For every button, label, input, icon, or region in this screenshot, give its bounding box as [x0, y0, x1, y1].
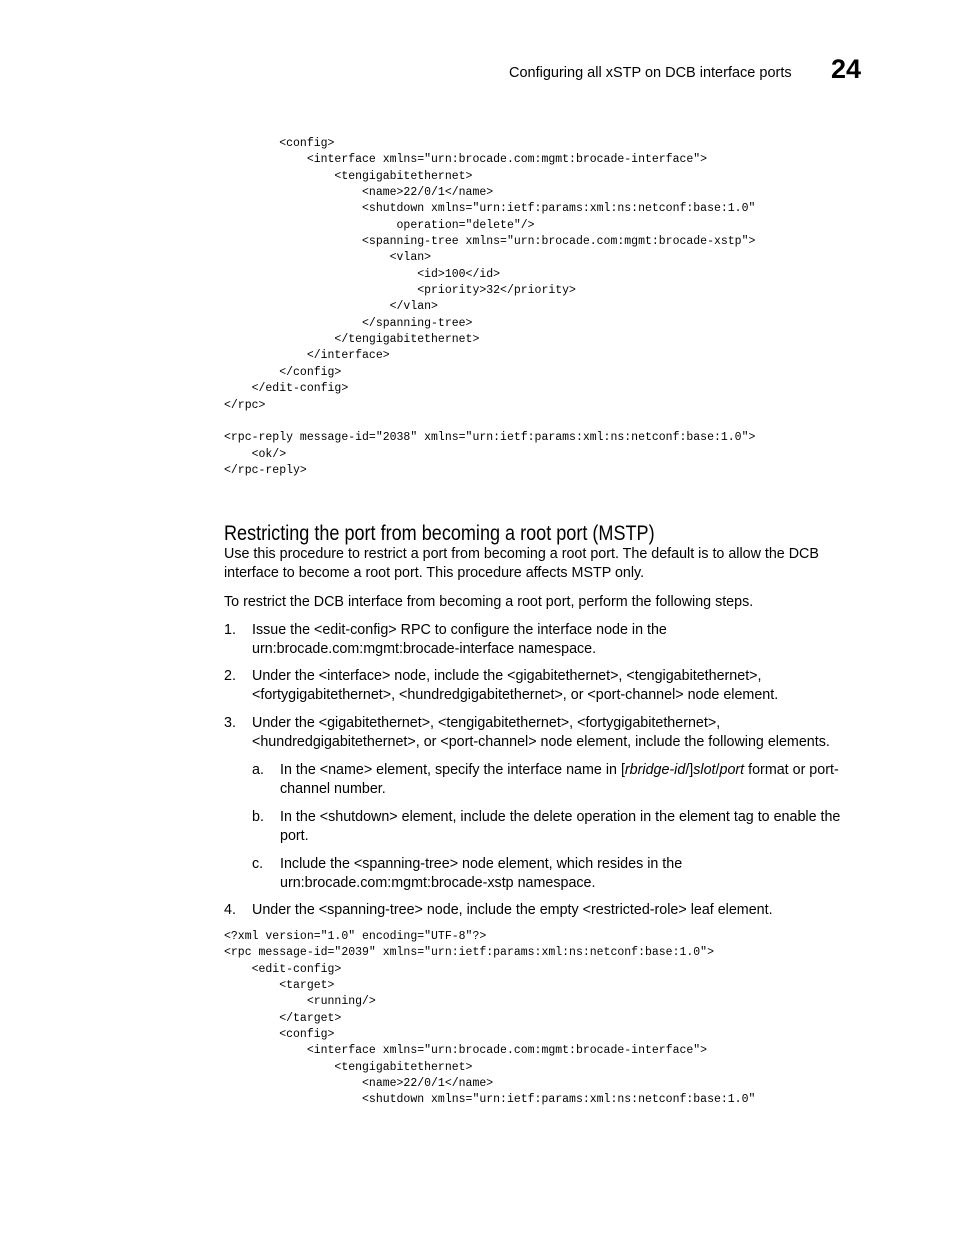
step-text: Under the <interface> node, include the <gigabitethernet>, <tengigabitethernet>, <fortygigabitethernet>, <hundredgigabitethernet>, or <port-channel> node element.: [252, 668, 779, 703]
running-header-title: Configuring all xSTP on DCB interface ports: [509, 65, 792, 81]
substep-letter: b.: [252, 809, 264, 825]
section-heading: Restricting the port from becoming a root port (MSTP): [224, 522, 655, 546]
code-block-rpc-request: <?xml version="1.0" encoding="UTF-8"?> <rpc message-id="2039" xmlns="urn:ietf:params:xml:ns:netconf:base:1.0"> <edit-config> <target> <running/> </target> <config> <interface xmlns="urn:brocade.com:mgmt:brocade-interface"> <tengigabitethernet> <name>22/0/1</name> <shutdown xmlns="urn:ietf:params:xml:ns:netconf:base:1.0": [224, 930, 756, 1107]
step-text: Issue the <edit-config> RPC to configure the interface node in the urn:brocade.com:mgmt:brocade-interface namespace.: [252, 622, 667, 657]
step-text: Under the <gigabitethernet>, <tengigabitethernet>, <fortygigabitethernet>, <hundredgigabitethernet>, or <port-channel> node element, include the following elements.: [252, 715, 830, 750]
step-number: 3.: [224, 715, 236, 731]
substep-text: Include the <spanning-tree> node element, which resides in the urn:brocade.com:mgmt:brocade-xstp namespace.: [280, 856, 683, 891]
step-number: 1.: [224, 622, 236, 638]
intro-paragraph: Use this procedure to restrict a port from becoming a root port. The default is to allow the DCB interface to become a root port. This procedure affects MSTP only.: [224, 546, 819, 581]
substep-letter: a.: [252, 762, 264, 778]
step-number: 2.: [224, 668, 236, 684]
code-block-rpc-reply: <config> <interface xmlns="urn:brocade.com:mgmt:brocade-interface"> <tengigabitethernet> <name>22/0/1</name> <shutdown xmlns="urn:ietf:params:xml:ns:netconf:base:1.0" operation="delete"/> <spanning-tree xmlns="urn:brocade.com:mgmt:brocade-xstp"> <vlan> <id>100</id> <priority>32</priority> </vlan> </spanning-tree> </tengigabitethernet> </interface> </config> </edit-config> </rpc> <rpc-reply message-id="2038" xmlns="urn:ietf:params:xml:ns:netconf:base:1.0"> <ok/> </rpc-reply>: [224, 137, 756, 477]
substep-text: In the <shutdown> element, include the delete operation in the element tag to enable the port.: [280, 809, 841, 844]
lead-paragraph: To restrict the DCB interface from becoming a root port, perform the following steps.: [224, 594, 754, 610]
substep-letter: c.: [252, 856, 264, 872]
chapter-number: 24: [831, 54, 862, 84]
step-number: 4.: [224, 902, 236, 918]
substep-text: In the <name> element, specify the interface name in [rbridge-id/]slot/port format or port-channel number.: [280, 762, 839, 797]
step-text: Under the <spanning-tree> node, include the empty <restricted-role> leaf element.: [252, 902, 773, 918]
